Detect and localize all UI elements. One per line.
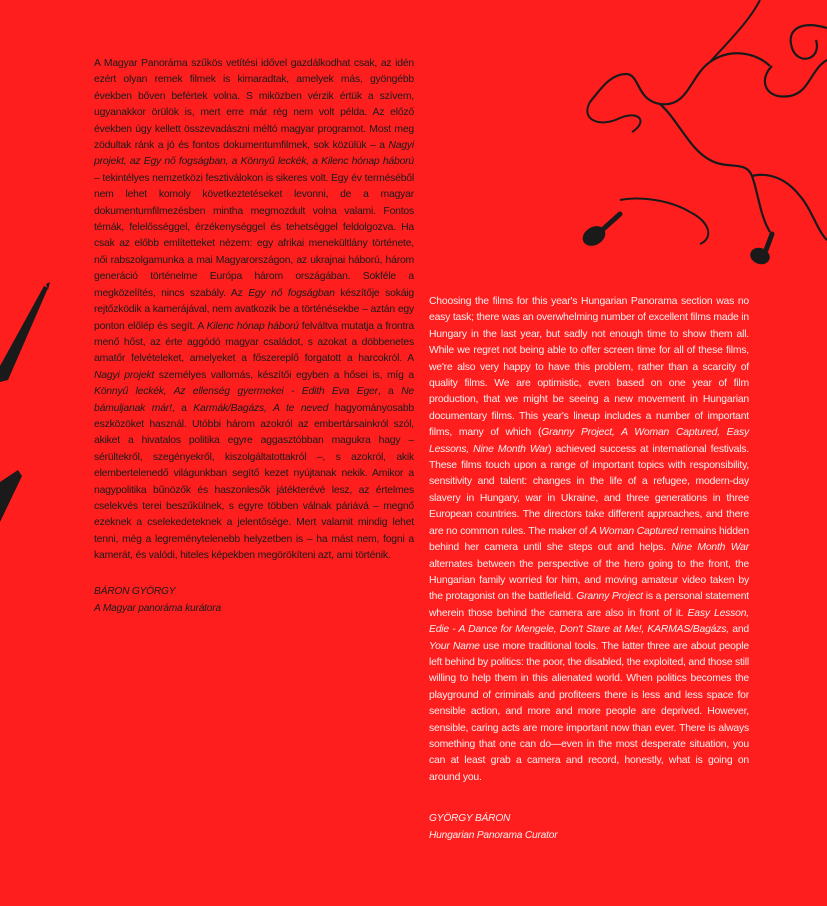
hungarian-column	[94, 56, 414, 617]
english-signature	[429, 810, 749, 844]
text-run: use more traditional tools. The latter three are about people left behind by politics: the poor, the disabled, the exploited, and those still willing to help them in this alienated world. When politics becomes the playground of criminals and profiteers there is less and less space for sensible action, and more and more people are deprived. However, sensible, caring acts are more important now than ever. There is always something that one can do—even in the most desperate situation, you can at least grab a camera and record, honestly, what is going on around you.	[429, 640, 749, 783]
italic-title-run: A Woman Captured	[590, 525, 678, 537]
text-run: – tekintélyes nemzetközi fesztiválokon is sikeres volt. Egy év terméséből nem lehet komoly következtetéseket levonni, de a magyar dokumentumfilmezésben mintha megmozdult volna valami. Fontos témák, felelősséggel, érzékenységgel és tehetséggel feldolgozva. Ha csak az előbb említetteket nézem: egy afrikai menekültlány története, női rabszolgamunka a mai Magyarországon, az ukrajnai háború, három generáció történelme Európa három országában. Sokféle a megközelítés, nincs szabály. Az	[94, 172, 414, 299]
english-signature-role: Hungarian Panorama Curator	[429, 830, 558, 842]
text-run: ) achieved success at international festivals. These films touch upon a range of important topics with responsibility, sensitivity and talent: changes in the life of a refugee, modern-day slavery in Hungary, war in Ukraine, and three generations in three European countries. The directors take different approaches, and there are no common rules. The maker of	[429, 443, 749, 537]
italic-title-run: Granny Project, A Woman Captured, Easy Lessons, Nine Month War	[429, 427, 749, 455]
text-run: Choosing the films for this year's Hungarian Panorama section was no easy task; there was an overwhelming number of excellent films made in Hungary in the last year, but sadly not enough time to show them all. While we regret not being able to offer screen time for all of these films, we're also very happy to have this problem, rather than a scarcity of quality films. We are optimistic, even based on one year of film production, that we might be seeing a new movement in Hungarian documentary films. This year's lineup includes a number of important films, many of which (	[429, 296, 749, 439]
italic-title-run: Könnyű leckék, Az ellenség gyermekei - Edith Eva Eger	[94, 386, 378, 398]
hungarian-signature	[94, 583, 414, 617]
italic-title-run: Nagyi projekt	[94, 369, 155, 381]
text-run: remains hidden behind her camera until she steps out and helps.	[429, 525, 749, 554]
italic-title-run: Granny Project	[576, 591, 643, 603]
italic-title-run: Nagyi projekt, az Egy nő fogságban, a Könnyű leckék, a Kilenc hónap háború	[94, 140, 414, 168]
italic-title-run: Kilenc hónap háború	[206, 320, 299, 332]
text-run: A Magyar Panoráma szűkös vetítési idővel gazdálkodhat csak, az idén ezért olyan remek filmek is kimaradtak, amelyek más, gyöngébb években bőven befértek volna. S miközben vérzik értük a szívem, ugyanakkor örülök is, mert erre már rég nem volt példa. Az előző években úgy kellett összevadászni méltó magyar programot. Most meg zödultak ránk a jó és fontos dokumentumfilmek, sok közülük – a	[94, 58, 414, 152]
english-body	[429, 294, 749, 786]
english-signature-name: GYÖRGY BÁRON	[429, 813, 511, 825]
text-run: is a personal statement wherein those behind the camera are also in front of it.	[429, 591, 749, 619]
hungarian-body	[94, 56, 414, 565]
pen-image	[0, 270, 60, 530]
italic-title-run: Karmák/Bagázs, A te neved	[193, 402, 329, 414]
hungarian-signature-name: BÁRON GYÖRGY	[94, 585, 176, 597]
italic-title-run: Egy nő fogságban	[248, 287, 335, 299]
italic-title-run: Your Name	[429, 640, 480, 652]
text-run: and	[728, 624, 749, 636]
english-column	[429, 294, 749, 844]
text-run: , a	[171, 402, 194, 414]
text-run: felváltva mutatja a frontra menő hőst, az érte aggódó magyar családot, s azokat a döbbenetes amatőr felvételeket, amelyeket a főszereplő forgatott a harcokról. A	[94, 320, 415, 365]
hungarian-signature-role: A Magyar panoráma kurátora	[94, 602, 221, 614]
text-run: alternates between the perspective of the hero going to the front, the Hungarian family worried for him, and moving amateur video taken by the protagonist on the battlefield.	[429, 558, 749, 603]
earphones-image	[560, 0, 827, 270]
italic-title-run: Nine Month War	[671, 542, 749, 554]
text-run: személyes vallomás, készítői egyben a hősei is, míg a	[154, 369, 414, 381]
text-run: hagyományosabb eszközöket használ. Utóbbi három azokról az embertársainkról szól, akiket a hivatalos politika egyre aggasztóbban magukra hagy – sérültekről, szegényekről, kiszolgáltatottakról –, s azokról, akik elembertelenedő világunkban segítő kezet nyújtanak nekik. Amikor a nagypolitika bűnözők és haszonlesők játékterévé lesz, az értelmes cselekvés terei beszűkülnek, s egyre többen válnak páriává – megnő ezeknek a cselekedeteknek a jelentősége. Mert valamit mindig lehet tenni, még a legreménytelenebb helyzetben is – ha mást nem, fogni a kamerát, és valódi, hiteles képekben megörökíteni azt, ami történik.	[94, 402, 415, 562]
text-run: készítője sokáig rejtőzködik a kamerájával, nem avatkozik be a történésekbe – aztán egy ponton előlép és segít. A	[94, 287, 414, 332]
italic-title-run: Easy Lesson, Edie - A Dance for Mengele, Don't Stare at Me!, KARMAS/Bagázs,	[429, 607, 749, 636]
italic-title-run: Ne bámuljanak már!	[94, 386, 414, 414]
text-run: , a	[377, 386, 402, 398]
